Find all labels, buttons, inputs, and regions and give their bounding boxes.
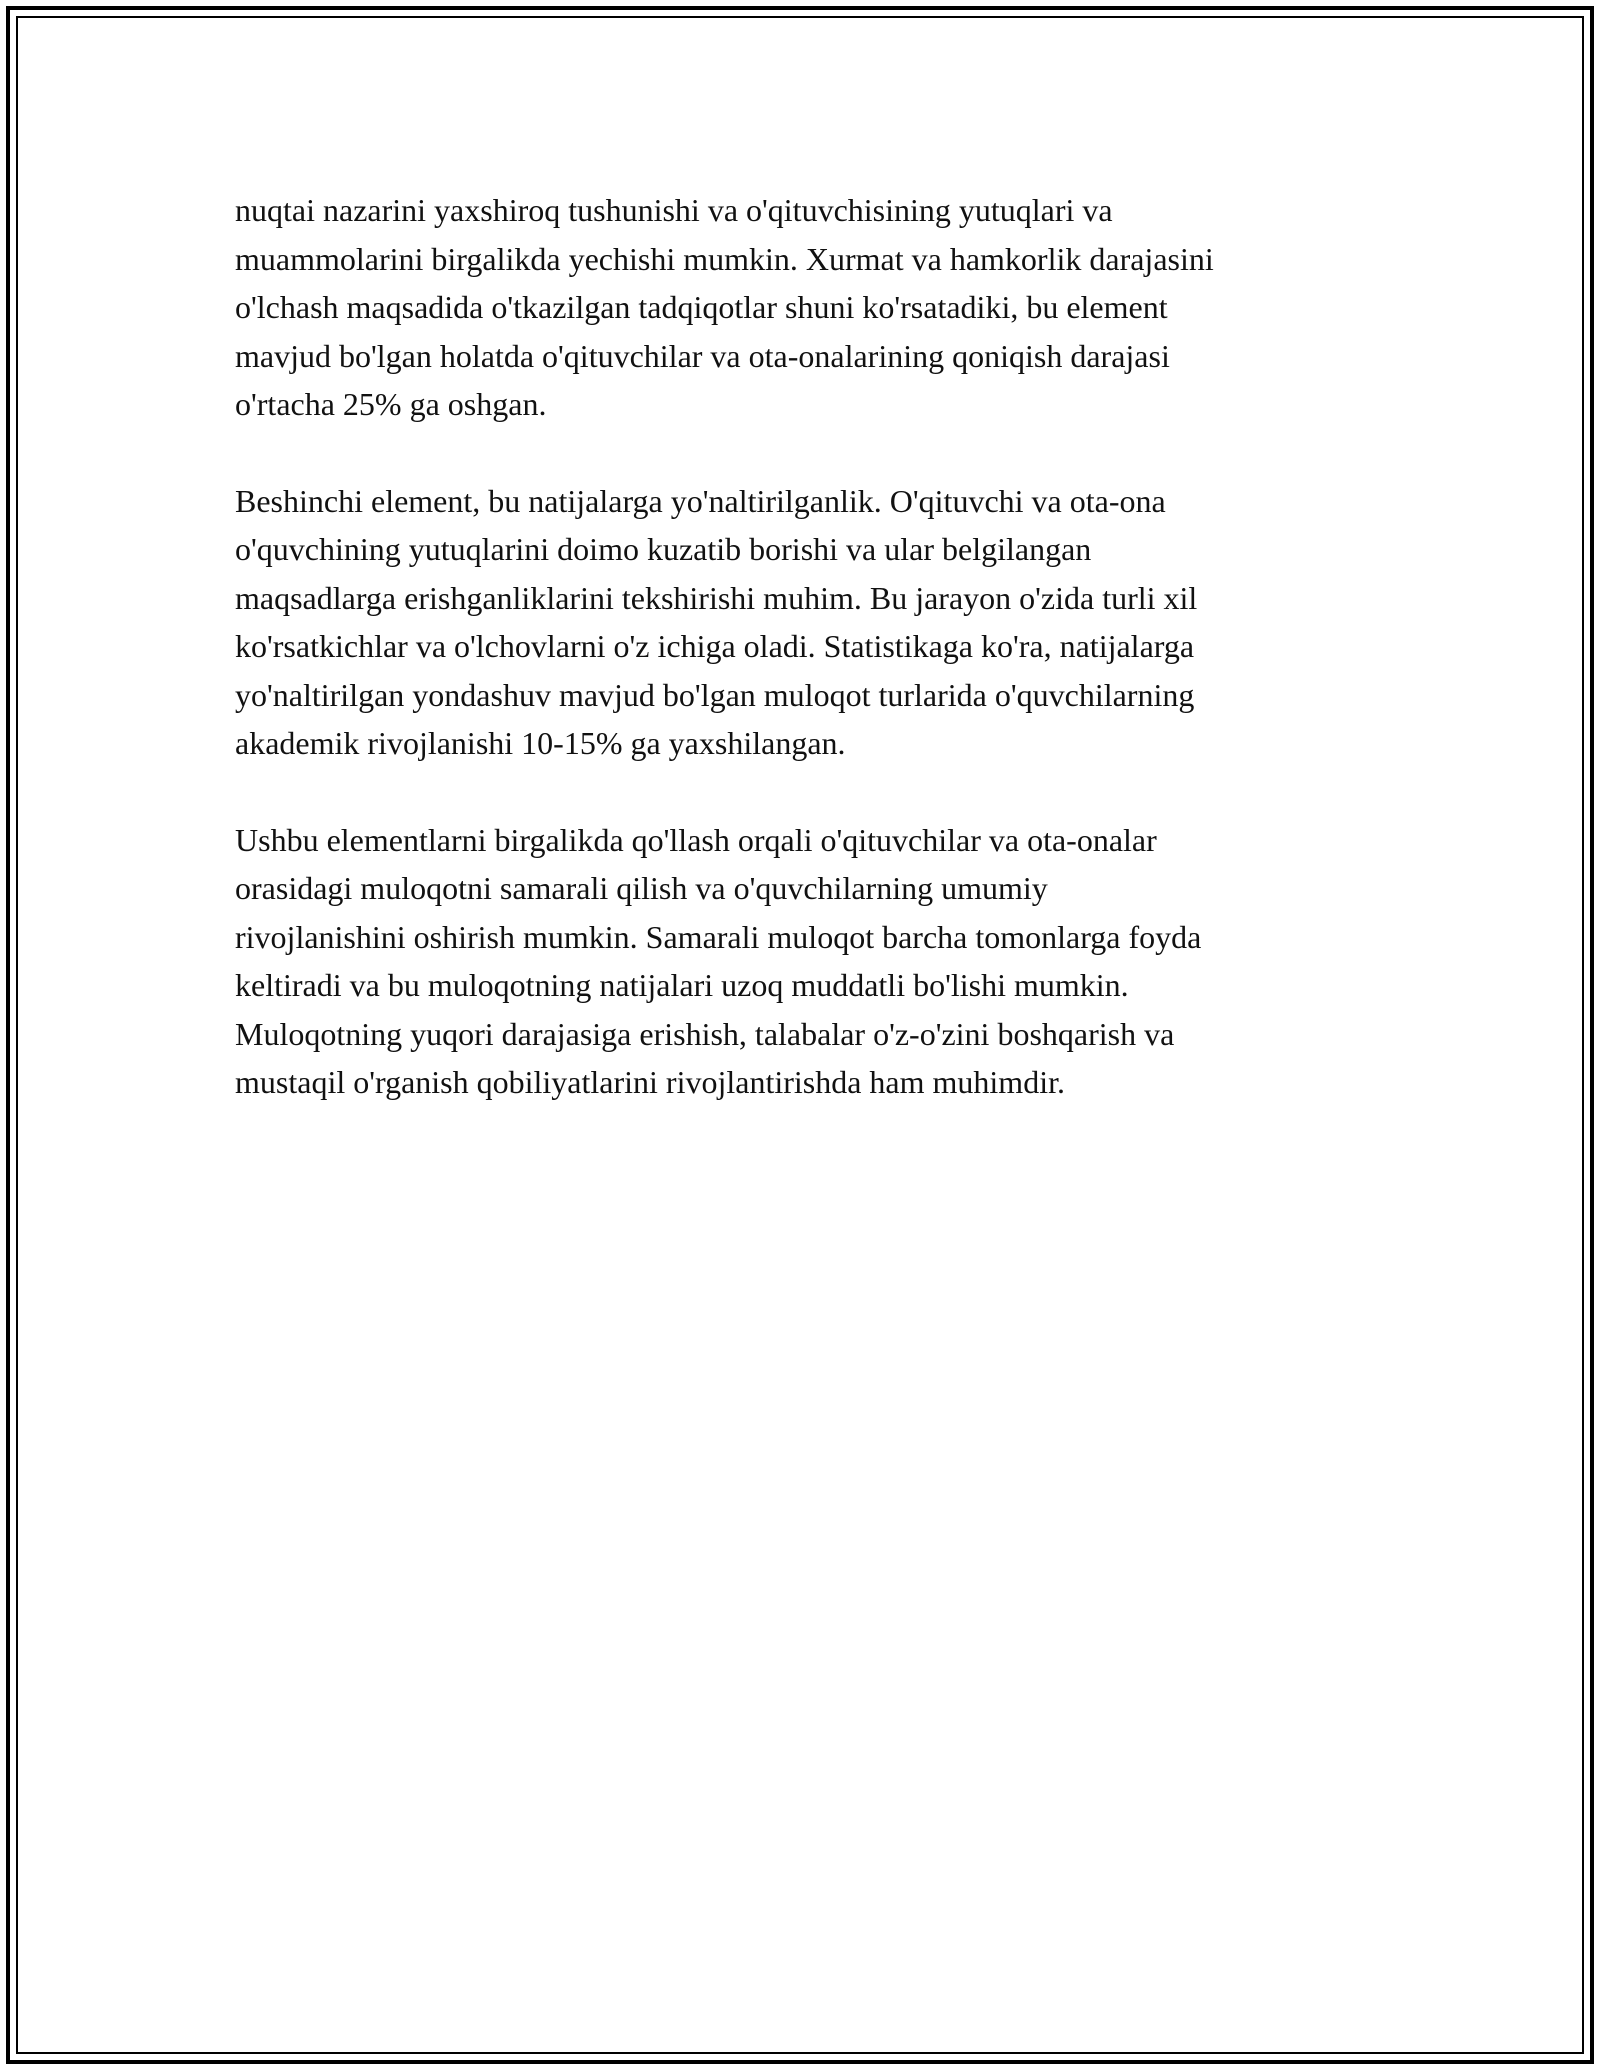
text-line: o'lchash maqsadida o'tkazilgan tadqiqotlar shuni ko'rsatadiki, bu element: [235, 289, 1168, 325]
text-line: Muloqotning yuqori darajasiga erishish, talabalar o'z-o'zini boshqarish va: [235, 1015, 1175, 1052]
text-line: keltiradi va bu muloqotning natijalari uzoq muddatli bo'lishi mumkin.: [235, 967, 1129, 1003]
text-line: orasidagi muloqotni samarali qilish va o'quvchilarning umumiy: [235, 870, 1048, 906]
document-body: [235, 186, 1375, 1155]
paragraph-1: [235, 186, 1375, 429]
text-line: Beshinchi element, bu natijalarga yo'naltirilganlik. O'qituvchi va ota-ona: [235, 482, 1166, 519]
text-line: nuqtai nazarini yaxshiroq tushunishi va o'qituvchisining yutuqlari va: [235, 192, 1113, 228]
paragraph-2: [235, 477, 1375, 768]
text-line: yo'naltirilgan yondashuv mavjud bo'lgan muloqot turlarida o'quvchilarning: [235, 676, 1195, 713]
text-line: rivojlanishini oshirish mumkin. Samarali muloqot barcha tomonlarga foyda: [235, 918, 1202, 955]
text-line: akademik rivojlanishi 10-15% ga yaxshilangan.: [235, 725, 846, 761]
text-line: o'rtacha 25% ga oshgan.: [235, 386, 547, 422]
text-line: mustaqil o'rganish qobiliyatlarini rivojlantirishda ham muhimdir.: [235, 1064, 1065, 1100]
text-line: Ushbu elementlarni birgalikda qo'llash orqali o'qituvchilar va ota-onalar: [235, 821, 1157, 858]
text-line: maqsadlarga erishganliklarini tekshirishi muhim. Bu jarayon o'zida turli xil: [235, 579, 1198, 616]
text-line: muammolarini birgalikda yechishi mumkin. Xurmat va hamkorlik darajasini: [235, 240, 1214, 277]
text-line: o'quvchining yutuqlarini doimo kuzatib borishi va ular belgilangan: [235, 531, 1092, 567]
text-line: ko'rsatkichlar va o'lchovlarni o'z ichiga oladi. Statistikaga ko'ra, natijalarga: [235, 628, 1195, 664]
paragraph-3: [235, 816, 1375, 1107]
text-line: mavjud bo'lgan holatda o'qituvchilar va ota-onalarining qoniqish darajasi: [235, 337, 1170, 374]
